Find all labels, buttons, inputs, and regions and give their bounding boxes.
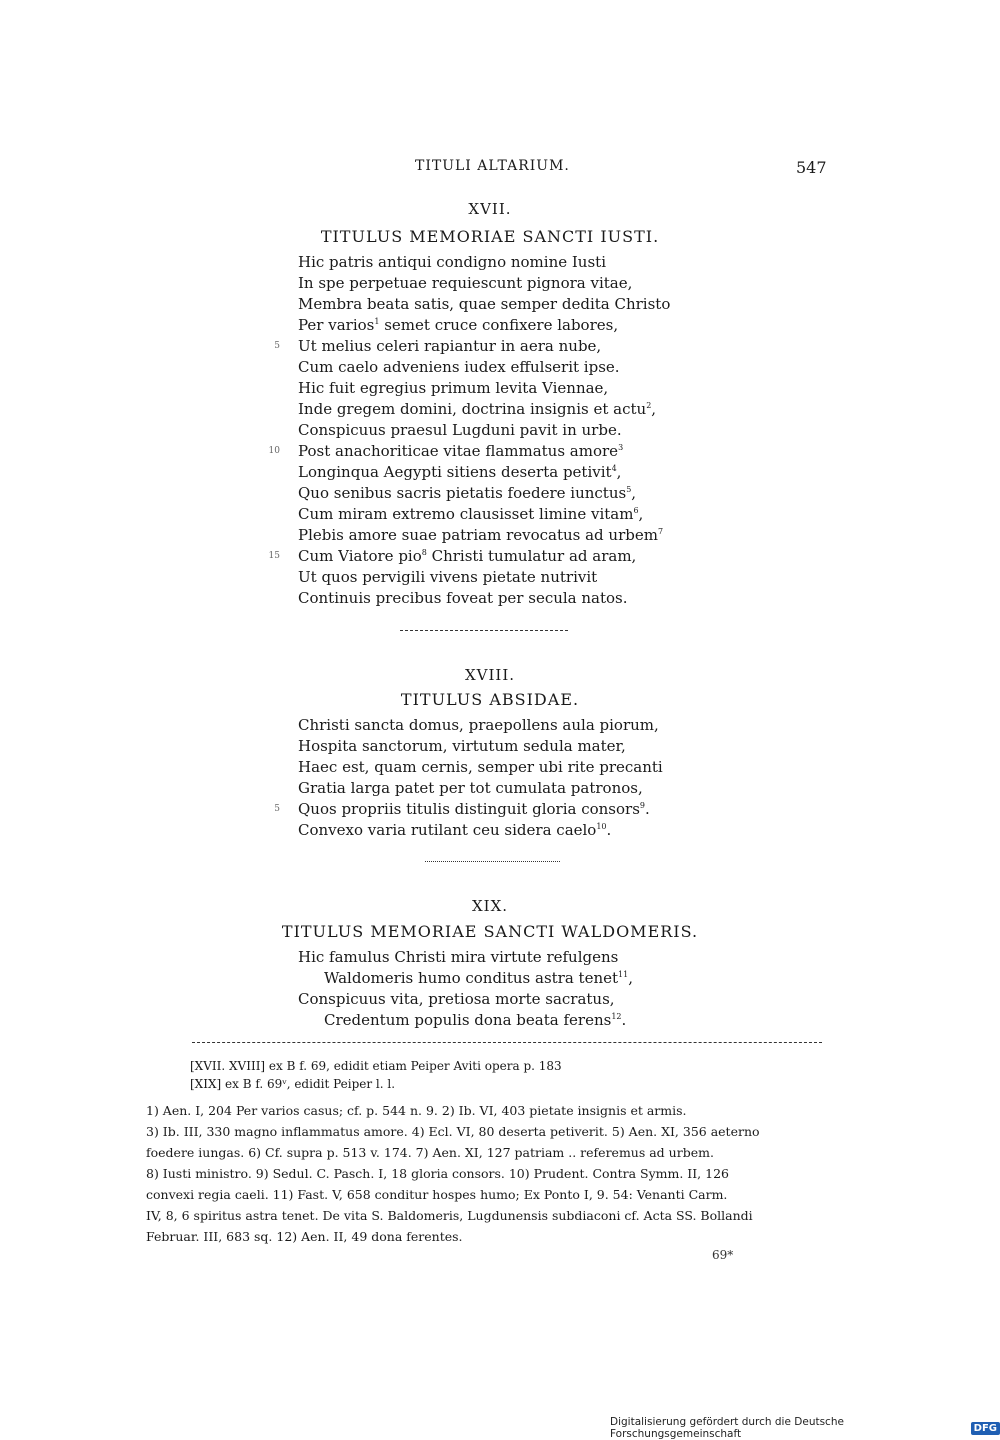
verse-text: Ut quos pervigili vivens pietate nutrivit — [298, 568, 598, 586]
verse-text: Hic famulus Christi mira virtute refulgens — [298, 948, 619, 966]
verse-line — [268, 546, 670, 567]
footnote-line: Februar. III, 683 sq. 12) Aen. II, 49 dona ferentes. — [146, 1229, 463, 1244]
poem — [274, 715, 663, 841]
poem — [298, 947, 633, 1031]
verse-text-cont: semet cruce confixere labores, — [379, 316, 619, 334]
section-title: TITULUS MEMORIAE SANCTI WALDOMERIS. — [281, 922, 699, 941]
footnote-ref: 7 — [657, 527, 664, 536]
dfg-logo: DFG — [971, 1422, 1000, 1435]
footer-text: Digitalisierung gefördert durch die Deutsche Forschungsgemeinschaft — [610, 1416, 844, 1440]
verse-text: In spe perpetuae requiescunt pignora vitae, — [298, 274, 633, 292]
verse-text: Continuis precibus foveat per secula natos. — [298, 589, 628, 607]
running-title: TITULI ALTARIUM. — [415, 158, 570, 174]
footnote-line: convexi regia caeli. 11) Fast. V, 658 conditur hospes humo; Ex Ponto I, 9. 54: Venanti Carm. — [146, 1187, 728, 1202]
footnote-line: foedere iungas. 6) Cf. supra p. 513 v. 174. 7) Aen. XI, 127 patriam .. referemus ad urbem. — [146, 1145, 714, 1160]
verse-line — [298, 462, 670, 483]
verse-text: Post anachoriticae vitae flammatus amore — [298, 442, 619, 460]
verse-text: Hic patris antiqui condigno nomine Iusti — [298, 253, 606, 271]
section-title: TITULUS MEMORIAE SANCTI IUSTI. — [320, 227, 660, 246]
verse-line — [298, 736, 663, 757]
verse-line — [298, 567, 670, 588]
line-number: 15 — [268, 551, 280, 561]
verse-line — [298, 252, 670, 273]
footnote-line: 8) Iusti ministro. 9) Sedul. C. Pasch. I, 18 gloria consors. 10) Prudent. Contra Symm. II, 126 — [146, 1166, 729, 1181]
section-number: XIX. — [471, 897, 509, 915]
verse-text: Gratia larga patet per tot cumulata patronos, — [298, 779, 643, 797]
verse-line — [298, 420, 670, 441]
line-number: 10 — [268, 446, 280, 456]
verse-text: Plebis amore suae patriam revocatus ad urbem — [298, 526, 658, 544]
section-title: TITULUS ABSIDAE. — [400, 690, 580, 709]
verse-line — [298, 294, 670, 315]
verse-line — [298, 989, 633, 1010]
verse-line — [298, 273, 670, 294]
verse-line — [298, 588, 670, 609]
verse-line — [298, 357, 670, 378]
verse-line — [268, 441, 670, 462]
verse-text: Inde gregem domini, doctrina insignis et actu — [298, 400, 647, 418]
source-line: [XIX] ex B f. 69ᵛ, edidit Peiper l. l. — [190, 1077, 396, 1091]
verse-text: Christi sancta domus, praepollens aula piorum, — [298, 716, 659, 734]
footnote-line: 3) Ib. III, 330 magno inflammatus amore. 4) Ecl. VI, 80 deserta petiverit. 5) Aen. XI, 356 aeterno — [146, 1124, 760, 1139]
footnote-ref: 1 — [374, 317, 380, 326]
page-number: 547 — [796, 158, 827, 177]
footnotes — [146, 1100, 822, 1247]
verse-text: Cum caelo adveniens iudex effulserit ipse. — [298, 358, 620, 376]
verse-line — [298, 715, 663, 736]
verse-text: Conspicuus praesul Lugduni pavit in urbe. — [298, 421, 622, 439]
verse-text: Ut melius celeri rapiantur in aera nube, — [298, 337, 602, 355]
verse-text: Credentum populis dona beata ferens — [324, 1011, 612, 1029]
section-divider — [400, 630, 568, 631]
footnote-ref: 9 — [639, 801, 645, 810]
footnote-ref: 4 — [611, 464, 617, 473]
verse-line — [298, 778, 663, 799]
verse-line — [298, 504, 670, 525]
verse-line — [298, 1010, 633, 1031]
verse-text-cont: Christi tumulatur ad aram, — [426, 547, 637, 565]
verse-text: Hospita sanctorum, virtutum sedula mater, — [298, 737, 626, 755]
line-number: 5 — [274, 341, 280, 351]
verse-line — [298, 525, 670, 546]
section-divider — [425, 861, 560, 862]
verse-line — [274, 336, 670, 357]
verse-text: Quo senibus sacris pietatis foedere iunctus — [298, 484, 627, 502]
footnote-line: IV, 8, 6 spiritus astra tenet. De vita S. Baldomeris, Lugdunensis subdiaconi cf. Acta SS. Bollandi — [146, 1208, 753, 1223]
footnote-ref: 3 — [618, 443, 624, 452]
verse-text: Per varios — [298, 316, 375, 334]
verse-line — [298, 399, 670, 420]
poem — [268, 252, 671, 609]
footnote-ref: 6 — [633, 506, 639, 515]
footnote-ref: 10 — [596, 822, 607, 831]
section-number: XVIII. — [464, 666, 516, 684]
source-notes — [190, 1057, 562, 1093]
verse-text-cont: . — [606, 821, 612, 839]
verse-line — [298, 483, 670, 504]
verse-line — [298, 968, 633, 989]
verse-text: Quos propriis titulis distinguit gloria consors — [298, 800, 640, 818]
verse-text: Membra beata satis, quae semper dedita Christo — [298, 295, 671, 313]
verse-text-cont: , — [638, 505, 644, 523]
verse-line — [298, 378, 670, 399]
line-number: 5 — [274, 804, 280, 814]
footnote-ref: 5 — [626, 485, 632, 494]
footnote-ref: 11 — [618, 970, 629, 979]
signature-mark: 69* — [712, 1248, 734, 1262]
verse-line — [298, 947, 633, 968]
verse-text: Cum Viatore pio — [298, 547, 422, 565]
verse-text-cont: . — [645, 800, 650, 818]
verse-text: Waldomeris humo conditus astra tenet — [324, 969, 619, 987]
footnote-ref: 2 — [646, 401, 652, 410]
verse-text-cont: , — [628, 969, 633, 987]
verse-line — [298, 757, 663, 778]
section-number: XVII. — [468, 200, 512, 218]
page-header — [0, 158, 1000, 180]
verse-text-cont: , — [651, 400, 657, 418]
verse-text-cont: , — [616, 463, 622, 481]
verse-text-cont: . — [621, 1011, 627, 1029]
verse-text: Longinqua Aegypti sitiens deserta petivit — [298, 463, 612, 481]
verse-line — [298, 315, 670, 336]
footnote-ref: 8 — [421, 548, 427, 557]
footnote-ref: 12 — [611, 1012, 622, 1021]
apparatus-divider — [192, 1042, 822, 1043]
verse-text-cont: , — [631, 484, 637, 502]
verse-text: Haec est, quam cernis, semper ubi rite precanti — [298, 758, 663, 776]
verse-text: Cum miram extremo clausisset limine vitam — [298, 505, 634, 523]
verse-text: Conspicuus vita, pretiosa morte sacratus, — [298, 990, 615, 1008]
verse-line — [298, 820, 663, 841]
verse-text: Hic fuit egregius primum levita Viennae, — [298, 379, 609, 397]
footnote-line: 1) Aen. I, 204 Per varios casus; cf. p. 544 n. 9. 2) Ib. VI, 403 pietate insignis et armis. — [146, 1103, 687, 1118]
digitization-footer — [610, 1416, 1000, 1440]
verse-text: Convexo varia rutilant ceu sidera caelo — [298, 821, 597, 839]
verse-line — [274, 799, 663, 820]
source-line: [XVII. XVIII] ex B f. 69, edidit etiam Peiper Aviti opera p. 183 — [190, 1059, 562, 1073]
